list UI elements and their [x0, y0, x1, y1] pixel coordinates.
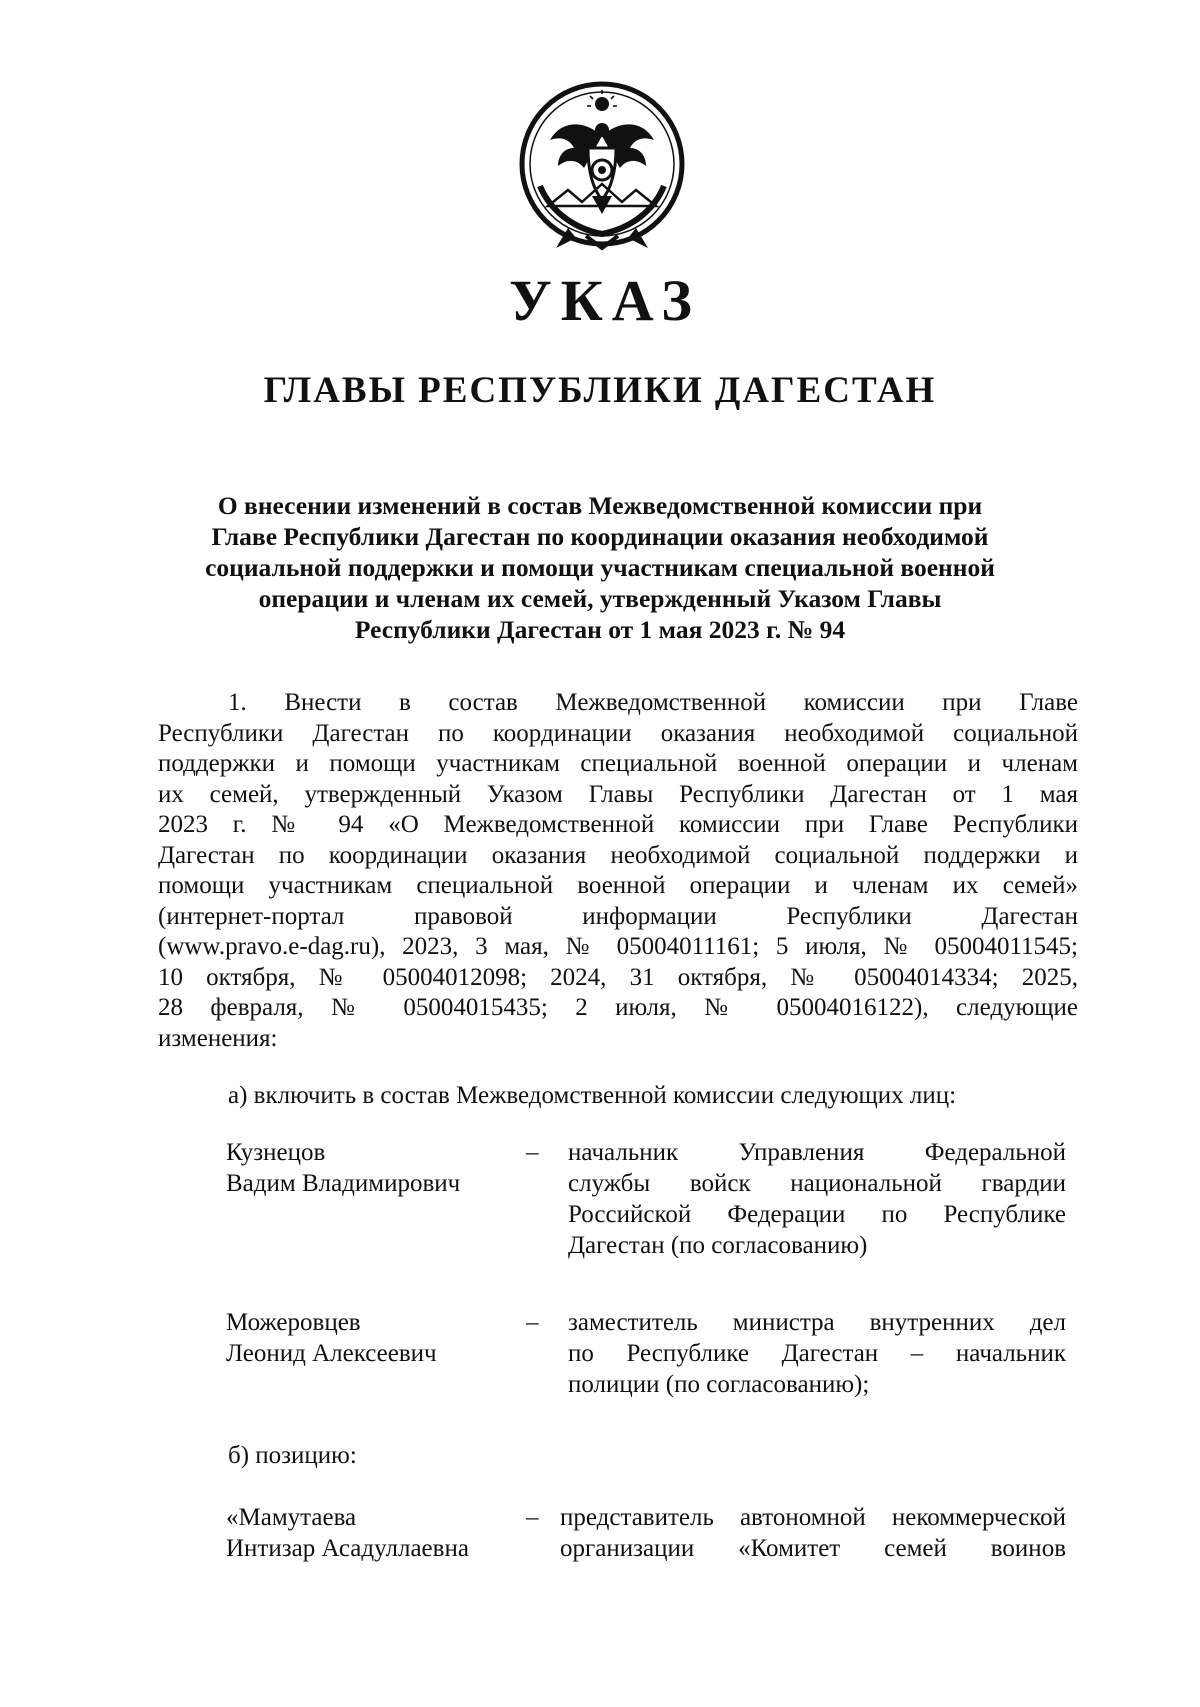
paragraph-line: поддержки и помощи участникам специальной военной операции и членам — [158, 750, 1078, 777]
dash-separator: – — [526, 1309, 539, 1336]
paragraph-line: изменения: — [158, 1024, 278, 1052]
paragraph-line: 28 февраля, № 05004015435; 2 июля, № 05004016122), следующие — [158, 994, 1078, 1021]
person-surname: «Мамутаева — [226, 1504, 357, 1531]
document-title: УКАЗ — [509, 268, 701, 333]
paragraph-line: Дагестан по координации оказания необходимой социальной поддержки и — [158, 841, 1078, 869]
position-line: заместитель министра внутренних дел — [568, 1309, 1066, 1336]
item-b: б) позицию: — [228, 1442, 357, 1469]
position-line: Российской Федерации по Республике — [568, 1201, 1066, 1228]
person-entry — [226, 1307, 1066, 1407]
person-name — [226, 1137, 516, 1199]
person-entry — [226, 1137, 1066, 1267]
position-line: полиции (по согласованию); — [568, 1371, 870, 1398]
document-subject — [150, 490, 1050, 645]
position-line: начальник Управления Федеральной — [568, 1139, 1066, 1166]
person-surname: Можеровцев — [226, 1309, 361, 1336]
person-position — [568, 1307, 1066, 1400]
subject-line: О внесении изменений в состав Межведомственной комиссии при — [217, 491, 983, 520]
paragraph-1 — [158, 688, 1078, 1054]
person-name — [226, 1502, 516, 1564]
dash-separator: – — [526, 1504, 539, 1531]
coat-of-arms-icon — [516, 78, 688, 256]
subject-line: операции и членам их семей, утвержденный Указом Главы — [258, 584, 942, 613]
subject-line: Республики Дагестан от 1 мая 2023 г. № 94 — [354, 615, 846, 644]
paragraph-line: помощи участникам специальной военной операции и членам их семей» — [158, 872, 1078, 899]
person-given-name: Интизар Асадуллаевна — [226, 1535, 469, 1562]
subject-line: социальной поддержки и помощи участникам специальной военной — [205, 553, 995, 582]
item-a: а) включить в состав Межведомственной комиссии следующих лиц: — [228, 1082, 957, 1109]
paragraph-line: 10 октября, № 05004012098; 2024, 31 октября, № 05004014334; 2025, — [158, 963, 1078, 991]
position-line: организации «Комитет семей воинов — [560, 1535, 1066, 1562]
paragraph-line: 2023 г. № 94 «О Межведомственной комиссии при Главе Республики — [158, 811, 1078, 838]
paragraph-line: 1. Внести в состав Межведомственной комиссии при Главе — [228, 689, 1078, 716]
position-line: Дагестан (по согласованию) — [568, 1232, 868, 1259]
position-line: представитель автономной некоммерческой — [560, 1504, 1066, 1531]
person-position — [568, 1137, 1066, 1261]
dash-separator: – — [526, 1139, 539, 1166]
person-name — [226, 1307, 516, 1369]
paragraph-line: (интернет-портал правовой информации Республики Дагестан — [158, 902, 1078, 930]
document-issuer: ГЛАВЫ РЕСПУБЛИКИ ДАГЕСТАН — [263, 370, 937, 411]
person-surname: Кузнецов — [226, 1139, 326, 1166]
person-entry — [226, 1502, 1066, 1572]
paragraph-line: их семей, утвержденный Указом Главы Республики Дагестан от 1 мая — [158, 780, 1078, 808]
position-line: службы войск национальной гвардии — [568, 1170, 1066, 1197]
person-given-name: Вадим Владимирович — [226, 1170, 461, 1197]
paragraph-line: (www.pravo.e-dag.ru), 2023, 3 мая, № 05004011161; 5 июля, № 05004011545; — [158, 933, 1078, 960]
subject-line: Главе Республики Дагестан по координации оказания необходимой — [211, 522, 989, 551]
paragraph-line: Республики Дагестан по координации оказания необходимой социальной — [158, 719, 1078, 747]
person-position — [560, 1502, 1066, 1564]
person-given-name: Леонид Алексеевич — [226, 1340, 437, 1367]
position-line: по Республике Дагестан – начальник — [568, 1340, 1066, 1367]
